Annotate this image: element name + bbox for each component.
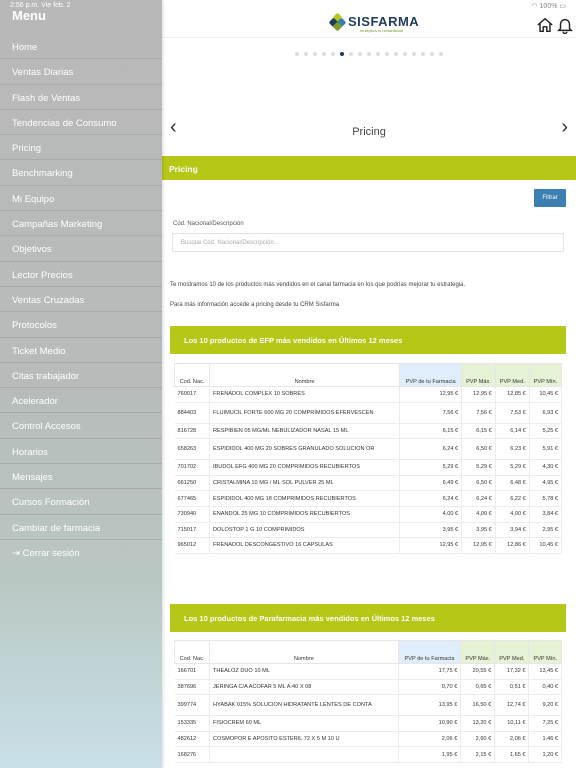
cell-min: 4,95 € [529, 475, 561, 491]
menu-item-mensajes[interactable]: Mensajes [0, 464, 162, 489]
cell-code: 168276 [175, 747, 210, 763]
cell-pvp: 10,90 € [398, 716, 461, 732]
cell-code: 715017 [175, 522, 210, 538]
info-text: Te mostramos 10 de los productos más vendidos en el canal farmacia en los que podrías mejorar tu estrategia. [170, 282, 466, 288]
cell-med: 17,32 € [495, 664, 529, 680]
cell-name: FRENADOL COMPLEX 10 SOBRES [210, 387, 400, 403]
table-row [175, 679, 562, 695]
cell-min: 7,25 € [529, 716, 562, 732]
cell-med: 3,94 € [495, 522, 529, 538]
cell-med: 6,22 € [495, 491, 529, 507]
cell-pvp: 3,95 € [400, 522, 462, 538]
carousel [162, 52, 576, 152]
filter-button[interactable]: Filtrar [534, 189, 566, 207]
cell-pvp: 0,70 € [398, 679, 461, 695]
cell-code: 677465 [175, 491, 210, 507]
cell-med: 4,00 € [495, 506, 529, 522]
menu-item-protocolos[interactable]: Protocolos [0, 312, 162, 337]
col-code: Cod. Nac. [175, 364, 210, 387]
table-row [175, 716, 562, 732]
col-med: PVP Med. [495, 364, 529, 387]
cell-max: 7,56 € [462, 402, 496, 423]
col-name: Nombre [210, 364, 400, 387]
efp-table-title: Los 10 productos de EFP más vendidos en Últimos 12 meses [170, 326, 566, 354]
logo-mark-icon [330, 14, 346, 30]
cell-code: 399774 [175, 695, 210, 716]
cell-med: 10,11 € [495, 716, 529, 732]
cell-max: 13,20 € [461, 716, 495, 732]
cell-max: 16,50 € [461, 695, 495, 716]
menu-item-flash-de-ventas[interactable]: Flash de Ventas [0, 85, 162, 110]
col-name: Nombre [210, 641, 399, 664]
menu-item-benchmarking[interactable]: Benchmarking [0, 160, 162, 185]
table-row [175, 522, 562, 538]
cell-min: 3,84 € [529, 506, 561, 522]
menu-item-home[interactable]: Home [0, 34, 162, 59]
cell-name: ESPIDIDOL 400 MG 20 SOBRES GRANULADO SOLUCION OR [210, 439, 400, 460]
para-table-title: Los 10 productos de Parafarmacia más vendidos en Últimos 12 meses [170, 604, 566, 632]
cell-min: 5,78 € [529, 491, 561, 507]
cell-med: 12,74 € [495, 695, 529, 716]
cell-max: 6,15 € [462, 423, 496, 439]
cell-name: DOLOSTOP 1 G 10 COMPRIMIDOS [210, 522, 400, 538]
cell-min: 9,20 € [529, 695, 562, 716]
info-link-text: Para más información accede a pricing desde tu CRM Sisfarma [170, 302, 340, 308]
cell-code: 760017 [175, 387, 210, 403]
cell-code: 884403 [175, 402, 210, 423]
cell-med: 5,29 € [495, 460, 529, 476]
table-row [175, 491, 562, 507]
carousel-title: Pricing [352, 126, 386, 138]
home-icon[interactable] [536, 16, 554, 34]
cell-med: 0,51 € [495, 679, 529, 695]
cell-name: JERINGA C/A ACOFAR 5 ML A:40 X 08 [210, 679, 399, 695]
cell-pvp: 6,24 € [400, 491, 462, 507]
cell-med: 1,65 € [495, 747, 529, 763]
menu-item-acelerador[interactable]: Acelerador [0, 388, 162, 413]
carousel-prev-icon[interactable]: ‹ [170, 116, 177, 138]
cell-max: 2,60 € [461, 731, 495, 747]
cell-name: HYABAK 015% SOLUCION HIDRATANTE LENTES DE CONTA [210, 695, 399, 716]
cell-min: 2,95 € [529, 522, 561, 538]
cell-med: 12,86 € [495, 538, 529, 554]
cell-code: 166701 [175, 664, 210, 680]
cell-pvp: 12,95 € [400, 538, 462, 554]
table-row [175, 387, 562, 403]
col-med: PVP Med. [495, 641, 529, 664]
cell-max: 12,95 € [462, 387, 496, 403]
logout-button[interactable] [0, 540, 162, 565]
cell-name: IBUDOL EFG 400 MG 20 COMPRIMIDOS RECUBIERTOS [210, 460, 400, 476]
cell-med: 7,53 € [495, 402, 529, 423]
cell-min: 5,91 € [529, 439, 561, 460]
cell-max: 5,29 € [462, 460, 496, 476]
cell-min: 5,25 € [529, 423, 561, 439]
cell-max: 20,55 € [461, 664, 495, 680]
cell-max: 12,95 € [462, 538, 496, 554]
cell-med: 2,06 € [495, 731, 529, 747]
cell-max: 0,65 € [461, 679, 495, 695]
table-row [175, 664, 562, 680]
wifi-icon: ◠ [531, 3, 540, 10]
cell-min: 10,45 € [529, 387, 561, 403]
cell-pvp: 17,75 € [398, 664, 461, 680]
status-battery: ◠ 100% ▭ [531, 3, 566, 10]
cell-max: 6,24 € [462, 491, 496, 507]
table-row [175, 506, 562, 522]
col-pvp: PVP de tu Farmacia [398, 641, 461, 664]
cell-pvp: 12,95 € [400, 387, 462, 403]
table-row [175, 460, 562, 476]
cell-min: 4,30 € [529, 460, 561, 476]
cell-code: 658263 [175, 439, 210, 460]
cell-min: 1,20 € [529, 747, 562, 763]
menu-item-horarios[interactable]: Horarios [0, 439, 162, 464]
menu-item-ticket-medio[interactable]: Ticket Medio [0, 338, 162, 363]
cell-med: 12,85 € [495, 387, 529, 403]
cell-name: FISIOCREM 60 ML [210, 716, 399, 732]
menu-item-ventas-cruzadas[interactable]: Ventas Cruzadas [0, 287, 162, 312]
cell-min: 0,40 € [529, 679, 562, 695]
cell-name: FRENADOL DESCONGESTIVO 16 CAPSULAS [210, 538, 400, 554]
cell-code: 701702 [175, 460, 210, 476]
section-header: Pricing [162, 156, 576, 180]
carousel-dots [162, 38, 576, 52]
menu-item-cursos-formacion[interactable]: Cursos Formación [0, 489, 162, 514]
cell-pvp: 4,00 € [400, 506, 462, 522]
cell-max: 6,50 € [462, 439, 496, 460]
menu-item-lector-precios[interactable]: Lector Precios [0, 262, 162, 287]
cell-code: 482612 [175, 731, 210, 747]
main-content [162, 0, 576, 768]
table-row [175, 402, 562, 423]
cell-min: 1,46 € [529, 731, 562, 747]
cell-max: 2,15 € [461, 747, 495, 763]
cell-code: 661250 [175, 475, 210, 491]
status-time: 2:56 p.m. Vie feb. 2 [10, 2, 71, 9]
cell-min: 6,93 € [529, 402, 561, 423]
cell-code: 387696 [175, 679, 210, 695]
table-row [175, 747, 562, 763]
cell-max: 6,50 € [462, 475, 496, 491]
cell-code: 730940 [175, 506, 210, 522]
cell-name: FLUIMUCIL FORTE 600 MG 20 COMPRIMIDOS EFERVESCEN [210, 402, 400, 423]
table-row [175, 695, 562, 716]
table-row [175, 439, 562, 460]
menu-item-campanas-marketing[interactable]: Campañas Marketing [0, 211, 162, 236]
cell-code: 965012 [175, 538, 210, 554]
cell-pvp: 13,95 € [398, 695, 461, 716]
col-min: PVP Mín. [529, 641, 562, 664]
logout-label: Cerrar sesión [22, 547, 80, 559]
cell-min: 13,45 € [529, 664, 562, 680]
side-menu [0, 0, 162, 768]
efp-table [174, 363, 562, 554]
search-label: Cód. Nacional/Descripción [173, 221, 244, 227]
search-input[interactable]: Busque Cód. Nacional/Descripción... [172, 233, 564, 252]
col-max: PVP Máx. [462, 364, 496, 387]
cell-name: RESPIBIEN 05 MG/ML NEBULIZADOR NASAL 15 ML [210, 423, 400, 439]
logo-brand: SISFARMA [348, 14, 420, 29]
col-min: PVP Mín. [529, 364, 561, 387]
menu-list [0, 34, 162, 565]
table-row [175, 423, 562, 439]
cell-pvp: 6,15 € [400, 423, 462, 439]
status-bar [0, 0, 576, 12]
cell-code: 816728 [175, 423, 210, 439]
cell-name: CRISTALMINA 10 MG / ML SOL PULVER 25 ML [210, 475, 400, 491]
menu-item-control-accesos[interactable]: Control Accesos [0, 413, 162, 438]
battery-level: 100% [539, 3, 558, 10]
para-table [174, 640, 562, 763]
col-pvp: PVP de tu Farmacia [400, 364, 462, 387]
menu-item-objetivos[interactable]: Objetivos [0, 236, 162, 261]
menu-item-citas-trabajador[interactable]: Citas trabajador [0, 363, 162, 388]
cell-name [210, 747, 399, 763]
table-row [175, 538, 562, 554]
cell-max: 4,00 € [462, 506, 496, 522]
menu-item-mi-equipo[interactable]: Mi Equipo [0, 186, 162, 211]
col-max: PVP Máx. [461, 641, 495, 664]
cell-pvp: 2,06 € [398, 731, 461, 747]
menu-item-ventas-diarias[interactable]: Ventas Diarias [0, 59, 162, 84]
col-code: Cod. Nac. [175, 641, 210, 664]
menu-item-pricing[interactable]: Pricing [0, 135, 162, 160]
cell-pvp: 6,24 € [400, 439, 462, 460]
table-row [175, 731, 562, 747]
cell-pvp: 5,29 € [400, 460, 462, 476]
cell-name: ENANDOL 25 MG 10 COMPRIMIDOS RECUBIERTOS [210, 506, 400, 522]
table-row [175, 475, 562, 491]
cell-name: THEALOZ DUO 10 ML [210, 664, 399, 680]
cell-pvp: 7,56 € [400, 402, 462, 423]
logo-tagline: multiplica tu rentabilidad [360, 28, 403, 33]
carousel-next-icon[interactable]: › [561, 116, 568, 138]
cell-name: COSMOPOR E APOSITO ESTERIL 72 X 5 M 10 U [210, 731, 399, 747]
menu-title: Menu [12, 8, 46, 23]
logout-icon: ⇥ [12, 547, 23, 559]
menu-item-tendencias-de-consumo[interactable]: Tendencias de Consumo [0, 110, 162, 135]
cell-med: 6,48 € [495, 475, 529, 491]
cell-pvp: 1,95 € [398, 747, 461, 763]
bell-icon[interactable] [556, 16, 574, 34]
cell-code: 153335 [175, 716, 210, 732]
cell-max: 3,95 € [462, 522, 496, 538]
cell-pvp: 6,49 € [400, 475, 462, 491]
cell-min: 10,45 € [529, 538, 561, 554]
cell-med: 6,14 € [495, 423, 529, 439]
cell-name: ESPIDIDOL 400 MG 18 COMPRIMIDOS RECUBIERTOS [210, 491, 400, 507]
cell-med: 6,23 € [495, 439, 529, 460]
menu-item-cambiar-de-farmacia[interactable]: Cambiar de farmacia [0, 515, 162, 540]
